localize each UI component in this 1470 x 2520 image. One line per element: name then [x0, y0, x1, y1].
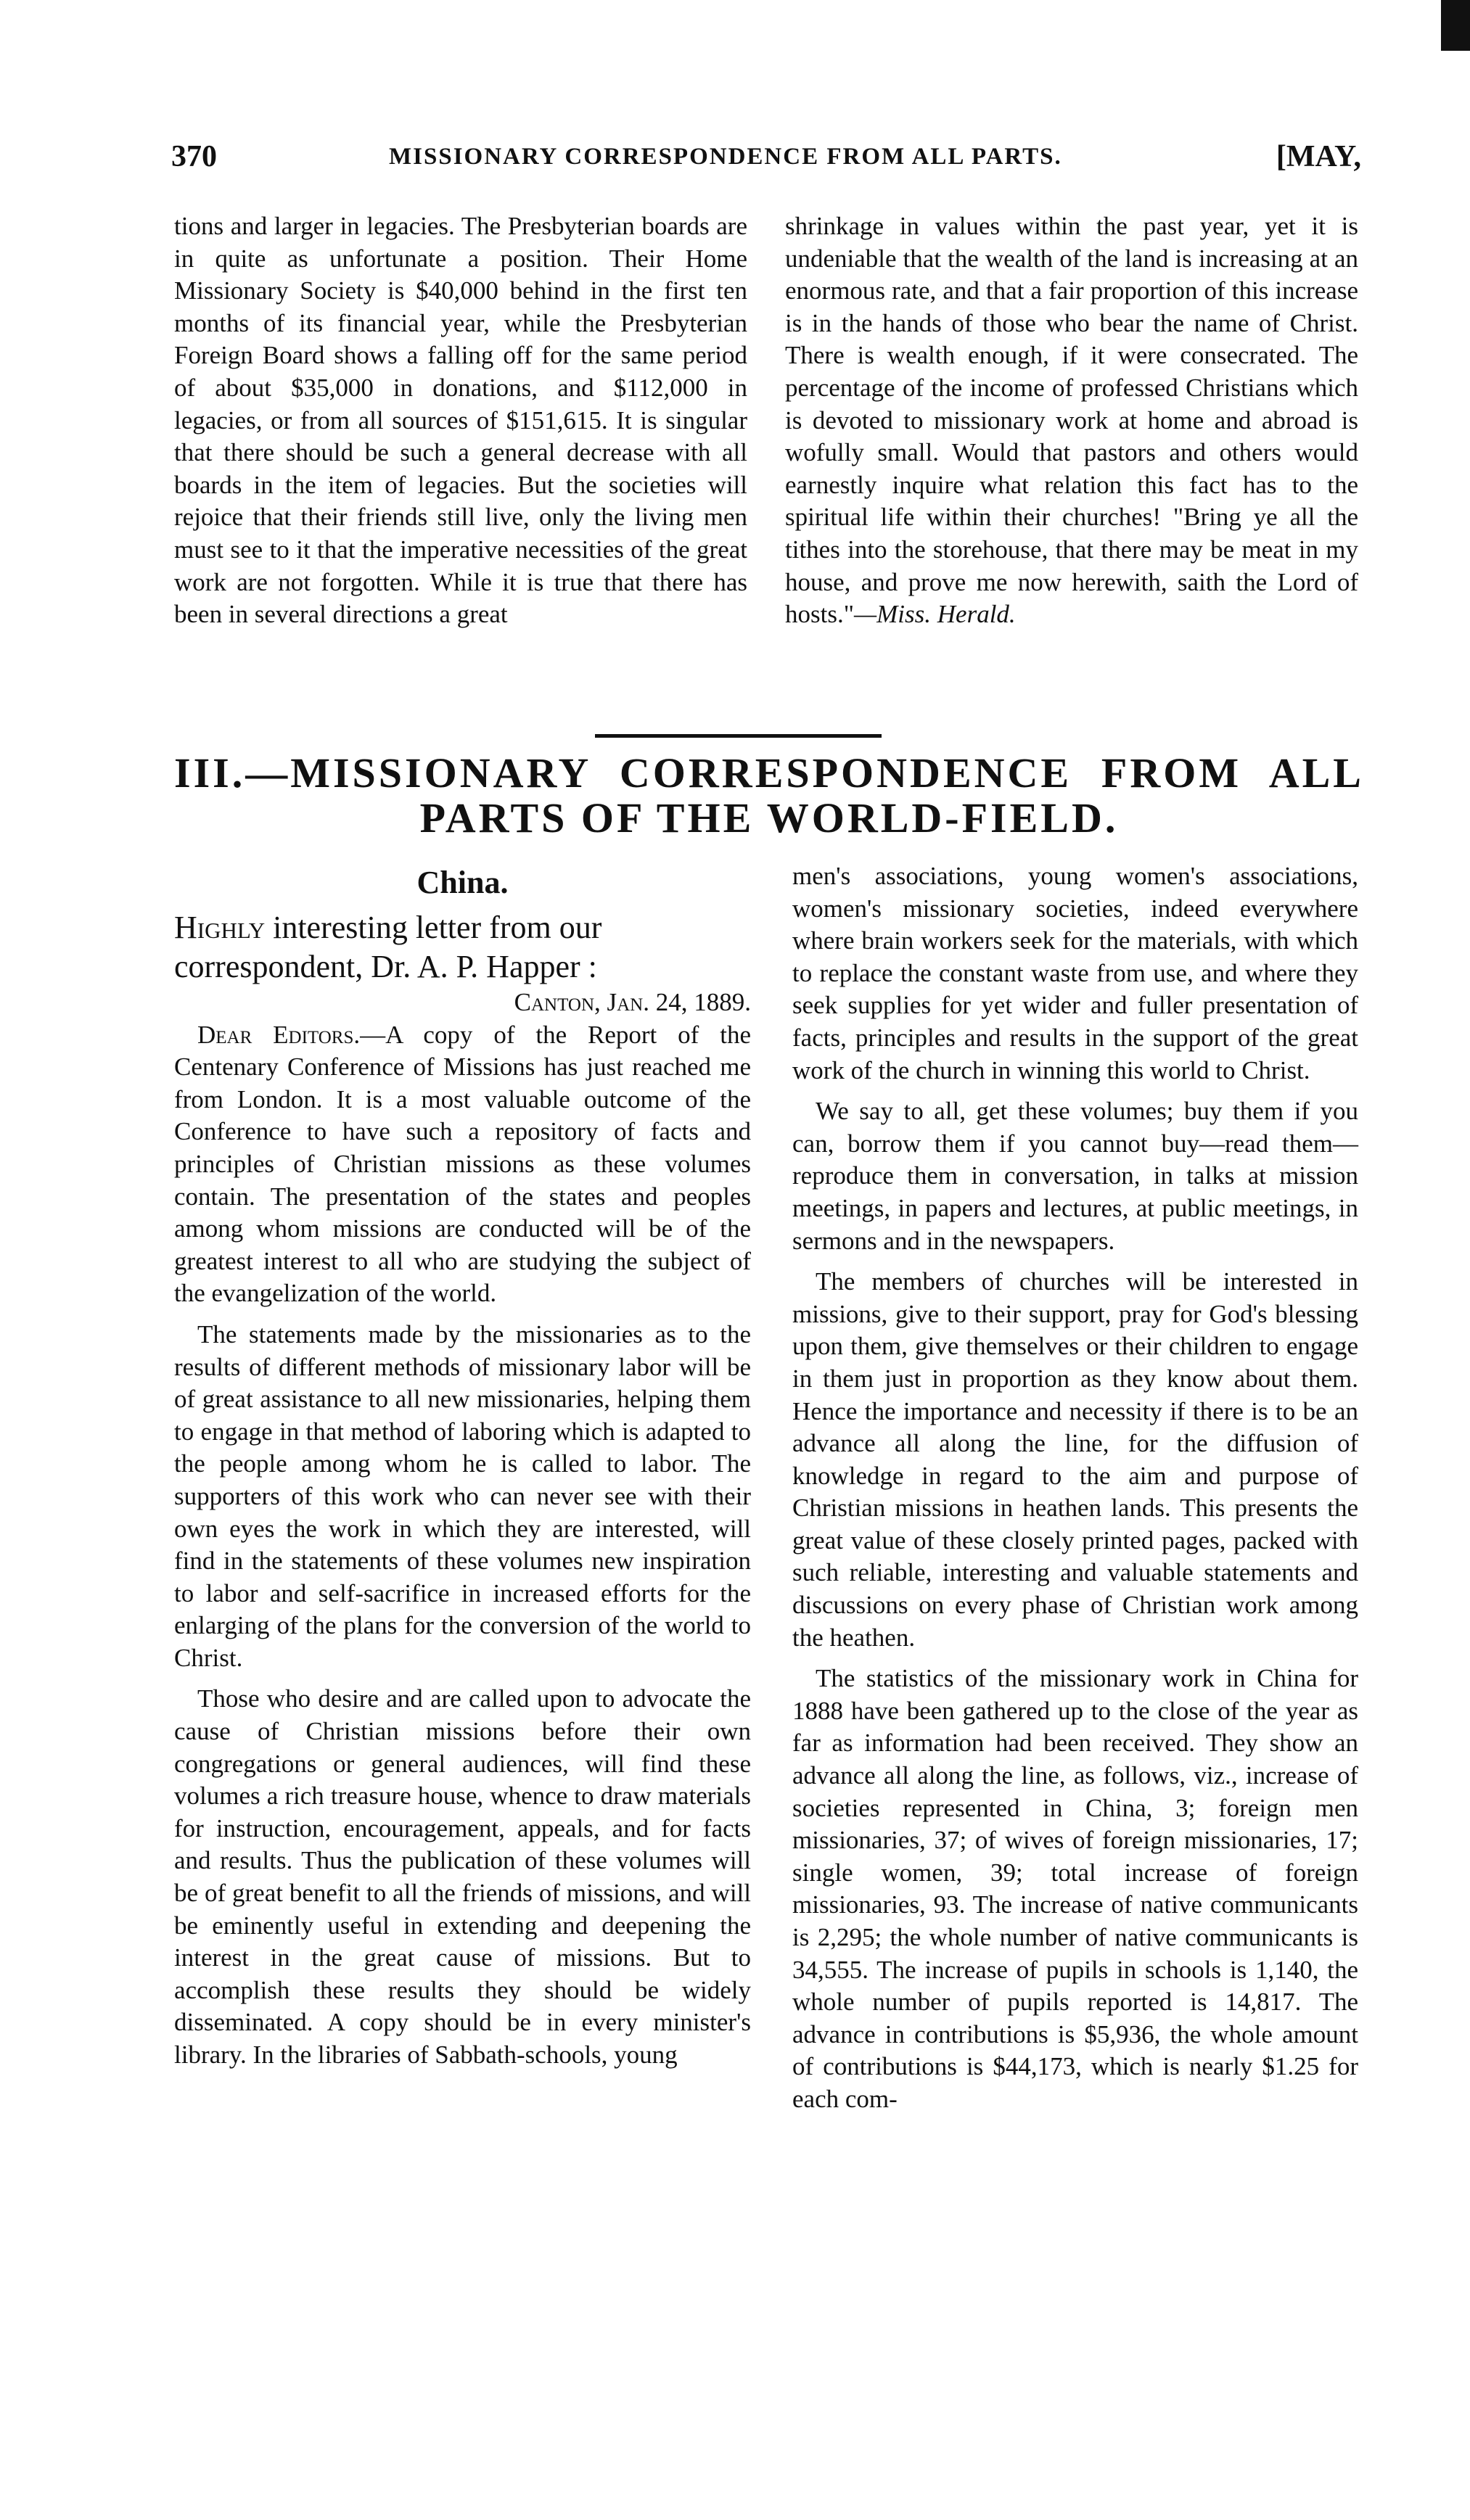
letter-paragraph: The members of churches will be interested in missions, give to their support, pray for God's blessing upon them, give themselves or their children to engage in them just in proportion as they know about them. Hence the importance and necessity if there is to be an advance all along the line, for the diffusion of knowledge in regard to the aim and purpose of Christian missions in heathen lands. This presents the great value of these closely printed pages, packed with such reliable, interesting and valuable statements and discussions on every phase of Christian work among the heathen. [792, 1267, 1358, 1652]
letter-intro-lead: Highly [174, 910, 266, 945]
dateline: Canton, Jan. 24, 1889. [514, 988, 751, 1016]
top-right-text: shrinkage in values within the past year, yet it is undeniable that the wealth of the land is increasing at an enormous rate, and that a fair proportion of this increase is in the hands of those who bear the name of Christ. There is wealth enough, if it were consecrated. The percentage of the income of professed Christians which is devoted to missionary work at home and abroad is wofully small. Would that pastors and others would earnestly inquire what relation this fact has to the spiritual life within their churches! "Bring ye all the tithes into the storehouse, that there may be meat in my house, and prove me now herewith, saith the Lord of hosts." [785, 212, 1358, 629]
letter-paragraph: The statements made by the missionaries as to the results of different methods of missionary labor will be of great assistance to all new missionaries, helping them to engage in that method of laboring which is adapted to the people among whom he is called to labor. The supporters of this work who can never see with their own eyes the work in which they are interested, will find in the statements of these volumes new inspiration to labor and self-sacrifice in increased efforts for the enlarging of the plans for the conversion of the world to Christ. [174, 1319, 751, 1672]
letter-paragraph [174, 1019, 751, 1310]
section-title-line-1: III.—MISSIONARY CORRESPONDENCE FROM ALL [174, 749, 1364, 796]
top-left-paragraph: tions and larger in legacies. The Presbyterian boards are in quite as unfortunate a position. Their Home Missionary Society is $40,000 behind in the first ten months of its financial year, while the Presbyterian Foreign Board shows a falling off for the same period of about $35,000 in donations, and $112,000 in legacies, or from all sources of $151,615. It is singular that there should be such a general decrease with all boards in the item of legacies. But the societies will rejoice that their friends still live, only the living men must see to it that the imperative necessities of the great work are not forgotten. While it is true that there has been in several directions a great [174, 212, 747, 629]
page-number: 370 [171, 140, 217, 173]
letter-paragraph: We say to all, get these volumes; buy them if you can, borrow them if you cannot buy—read them—reproduce them in conversation, in talks at mission meetings, in papers and lectures, at public meetings, in sermons and in the newspapers. [792, 1097, 1358, 1255]
section-title-line-2: PARTS OF THE WORLD-FIELD. [419, 794, 1119, 841]
letter-intro-rest: interesting letter from our correspondent, Dr. A. P. Happer : [174, 910, 602, 984]
top-right-column [785, 210, 1358, 631]
header-month: [MAY, [1276, 140, 1361, 173]
scan-corner-mark [1441, 0, 1470, 51]
letter-intro [174, 908, 751, 987]
source-signature: —Miss. Herald. [854, 600, 1016, 629]
letter-paragraph: The statistics of the missionary work in China for 1888 have been gathered up to the close of the year as far as information had been received. They show an advance all along the line, as follows, viz., increase of societies represented in China, 3; foreign men missionaries, 37; of wives of foreign missionaries, 17; single women, 39; total increase of foreign missionaries, 93. The increase of native communicants is 2,295; the whole number of native communicants is 34,555. The increase of pupils in schools is 1,140, the whole number of pupils reported is 14,817. The advance in contributions is $5,936, the whole amount of contributions is $44,173, which is nearly $1.25 for each com- [792, 1664, 1358, 2113]
top-left-column [174, 210, 747, 631]
section-title [174, 751, 1364, 841]
country-heading: China. [416, 865, 509, 900]
section-divider [595, 734, 882, 738]
letter-paragraph: men's associations, young women's associations, women's missionary societies, indeed everywhere where brain workers seek for the materials, with which to replace the constant waste from use, and where they seek supplies for yet wider and fuller presentation of facts, principles and results in the support of the great work of the church in winning this world to Christ. [792, 862, 1358, 1084]
top-right-paragraph [785, 210, 1358, 631]
running-title: MISSIONARY CORRESPONDENCE FROM ALL PARTS. [389, 144, 1062, 170]
letter-right-column [792, 860, 1358, 2116]
paragraph-text: —A copy of the Report of the Centenary Conference of Missions has just reached me from London. It is a most valuable outcome of the Conference to have such a repository of facts and principles of Christian missions as these volumes contain. The presentation of the states and peoples among whom missions are conducted will be of the greatest interest to all who are studying the subject of the evangelization of the world. [174, 1020, 751, 1308]
letter-left-column [174, 863, 751, 2072]
page-header [171, 139, 1361, 183]
letter-paragraph: Those who desire and are called upon to advocate the cause of Christian missions before their own congregations or general audiences, will find these volumes a rich treasure house, whence to draw materials for instruction, encouragement, appeals, and for facts and results. Thus the publication of these volumes will be of great benefit to all the friends of missions, and will be eminently useful in extending and deepening the interest in the great cause of missions. But to accomplish these results they should be widely disseminated. A copy should be in every minister's library. In the libraries of Sabbath-schools, young [174, 1684, 751, 2069]
salutation: Dear Editors. [197, 1020, 361, 1049]
